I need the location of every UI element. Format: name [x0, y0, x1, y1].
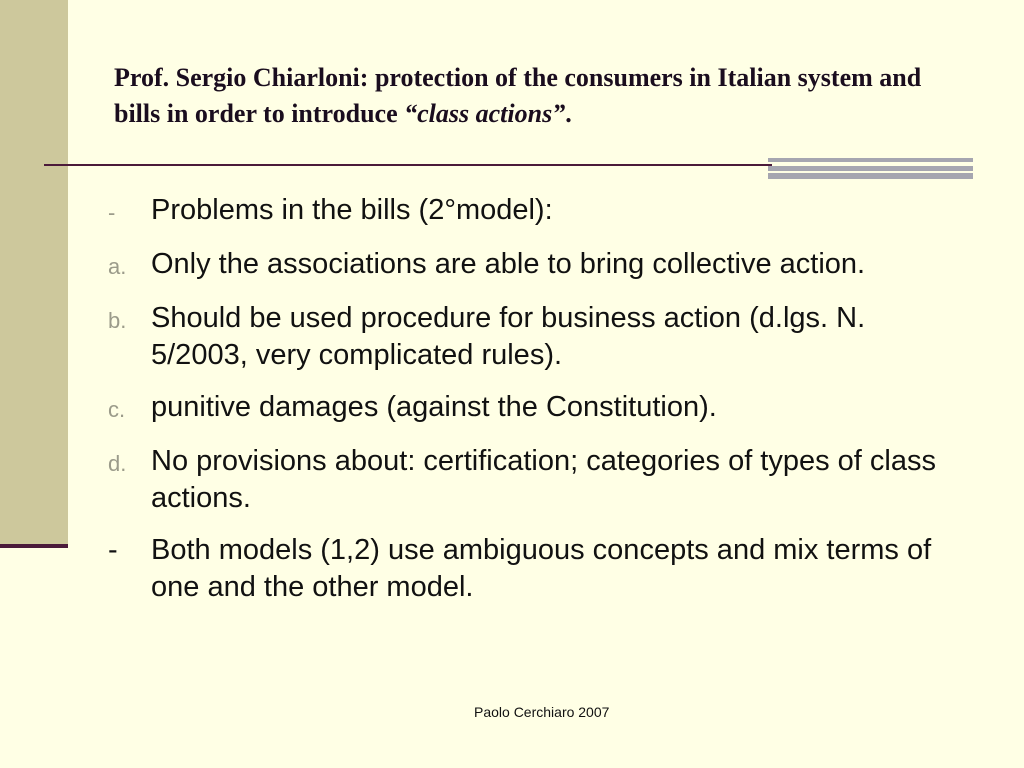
list-item-text: Both models (1,2) use ambiguous concepts and mix terms of one and the other model.	[151, 534, 932, 603]
list-item-text: Only the associations are able to bring collective action.	[151, 248, 866, 280]
list-item	[108, 532, 968, 606]
list-marker: b.	[108, 308, 127, 333]
left-accent-bar	[0, 0, 68, 546]
divider-accent	[768, 158, 973, 179]
title-main: Prof. Sergio Chiarloni: protection of the consumers in Italian system and bills in order to introduce	[114, 63, 922, 128]
list-item-text: Should be used procedure for business action (d.lgs. N. 5/2003, very complicated rules).	[151, 302, 866, 371]
left-accent-line	[0, 544, 68, 548]
list-item-text: Problems in the bills (2°model):	[151, 194, 553, 226]
list-marker: -	[108, 200, 116, 225]
list-marker: d.	[108, 451, 127, 476]
title-divider	[44, 164, 772, 166]
list-marker: a.	[108, 254, 127, 279]
list-marker: -	[108, 534, 118, 566]
list-item	[108, 300, 968, 374]
title-emphasis: “class actions”	[404, 99, 566, 128]
list-item	[108, 443, 968, 517]
divider-accent-stripe	[768, 158, 973, 162]
list-item	[108, 192, 968, 231]
footer-text: Paolo Cerchiaro 2007	[474, 704, 610, 720]
divider-accent-stripe	[768, 166, 973, 171]
slide-title	[114, 60, 934, 132]
title-end: .	[565, 99, 572, 128]
list-item	[108, 246, 968, 285]
bullet-list	[108, 192, 968, 621]
list-item-text: punitive damages (against the Constitution).	[151, 391, 717, 423]
divider-accent-stripe	[768, 173, 973, 179]
list-item	[108, 389, 968, 428]
list-item-text: No provisions about: certification; categories of types of class actions.	[151, 445, 936, 514]
list-marker: c.	[108, 397, 126, 422]
